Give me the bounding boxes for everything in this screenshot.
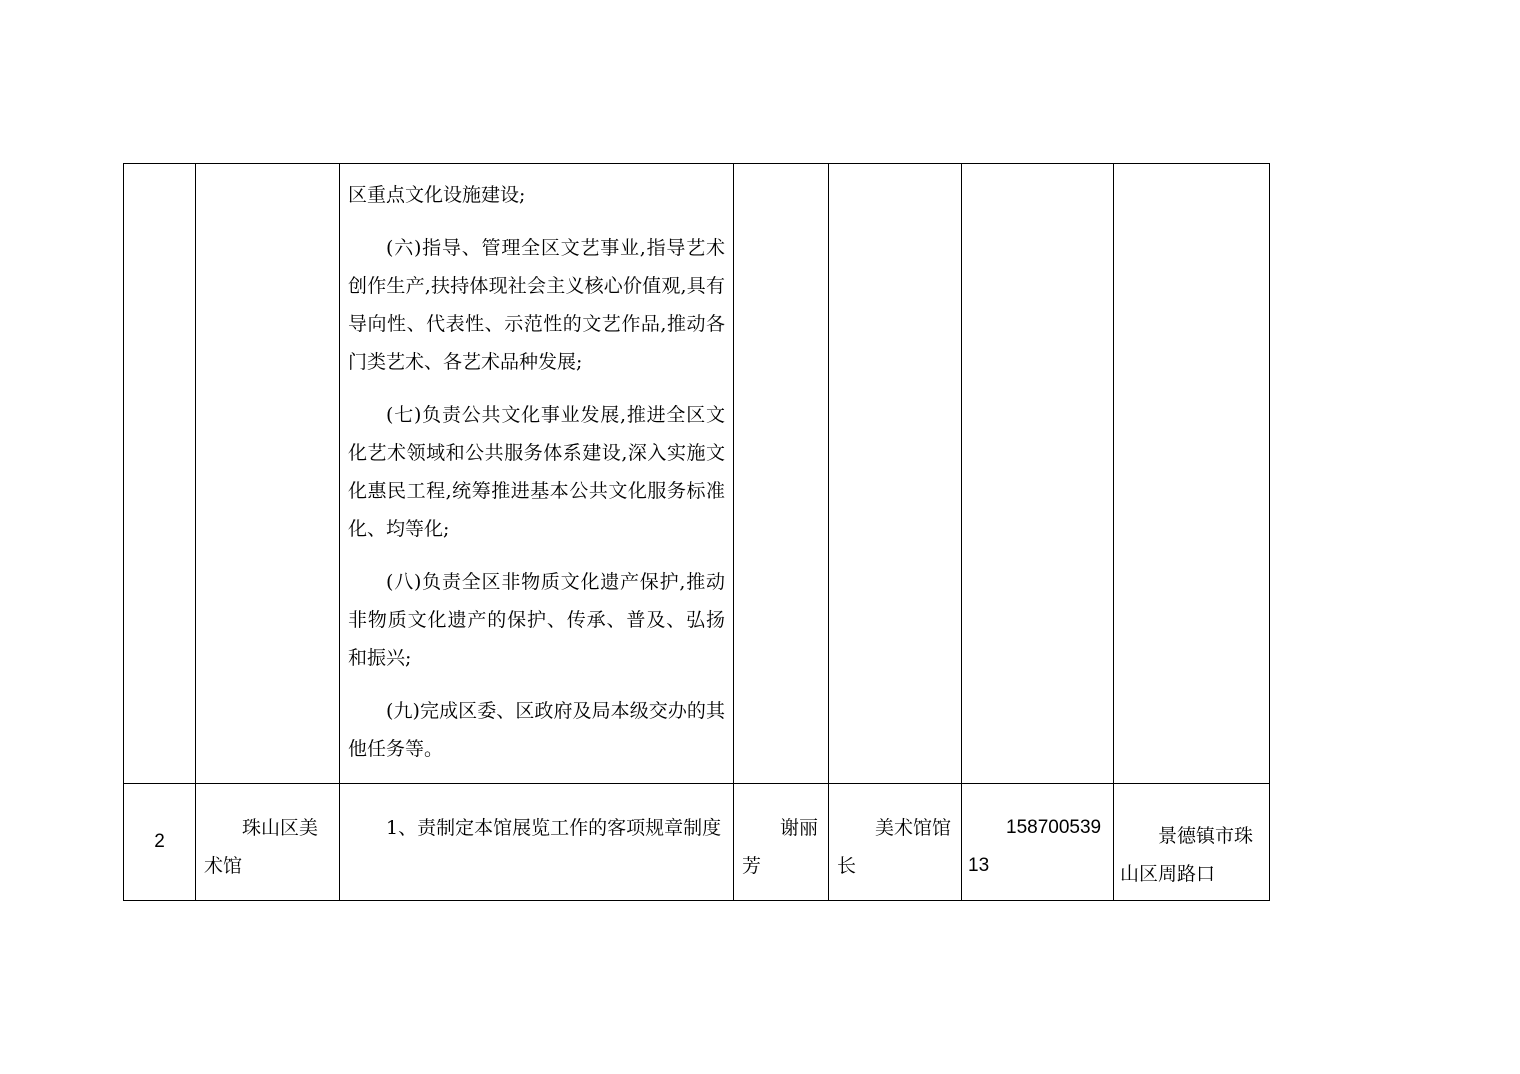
person-cell: [734, 164, 829, 784]
person-name: 谢丽芳: [742, 817, 819, 877]
phone-cell: [962, 164, 1114, 784]
position-cell: [829, 784, 962, 901]
phone-cell: [962, 784, 1114, 901]
duty-paragraph: (七)负责公共文化事业发展,推进全区文化艺术领域和公共服务体系建设,深入实施文化惠民工程,统筹推进基本公共文化服务标准化、均等化;: [348, 404, 725, 540]
unit-cell: [196, 784, 340, 901]
duty-text: 1、责制定本馆展览工作的客项规章制度: [386, 817, 722, 839]
duties-cell: [340, 164, 734, 784]
address-cell: [1114, 164, 1270, 784]
row-number: 2: [124, 784, 196, 901]
number-cell: [124, 164, 196, 784]
person-cell: [734, 784, 829, 901]
address-text: 景德镇市珠山区周路口: [1120, 825, 1254, 885]
duty-paragraph: (六)指导、管理全区文艺事业,指导艺术创作生产,扶持体现社会主义核心价值观,具有导向性、代表性、示范性的文艺作品,推动各门类艺术、各艺术品种发展;: [348, 237, 725, 373]
duty-paragraph: (九)完成区委、区政府及局本级交办的其他任务等。: [348, 700, 725, 760]
unit-name: 珠山区美术馆: [204, 817, 319, 877]
table-row: [124, 164, 1270, 784]
duty-table: [123, 163, 1270, 901]
position-cell: [829, 164, 962, 784]
position-title: 美术馆馆长: [837, 817, 952, 877]
address-cell: [1114, 784, 1270, 901]
table-row: [124, 784, 1270, 901]
duty-paragraph: (八)负责全区非物质文化遗产保护,推动非物质文化遗产的保护、传承、普及、弘扬和振兴;: [348, 571, 725, 669]
unit-cell: [196, 164, 340, 784]
duty-paragraph: 区重点文化设施建设;: [348, 184, 526, 206]
duties-cell: [340, 784, 734, 901]
phone-number: 15870053913: [968, 817, 1102, 876]
